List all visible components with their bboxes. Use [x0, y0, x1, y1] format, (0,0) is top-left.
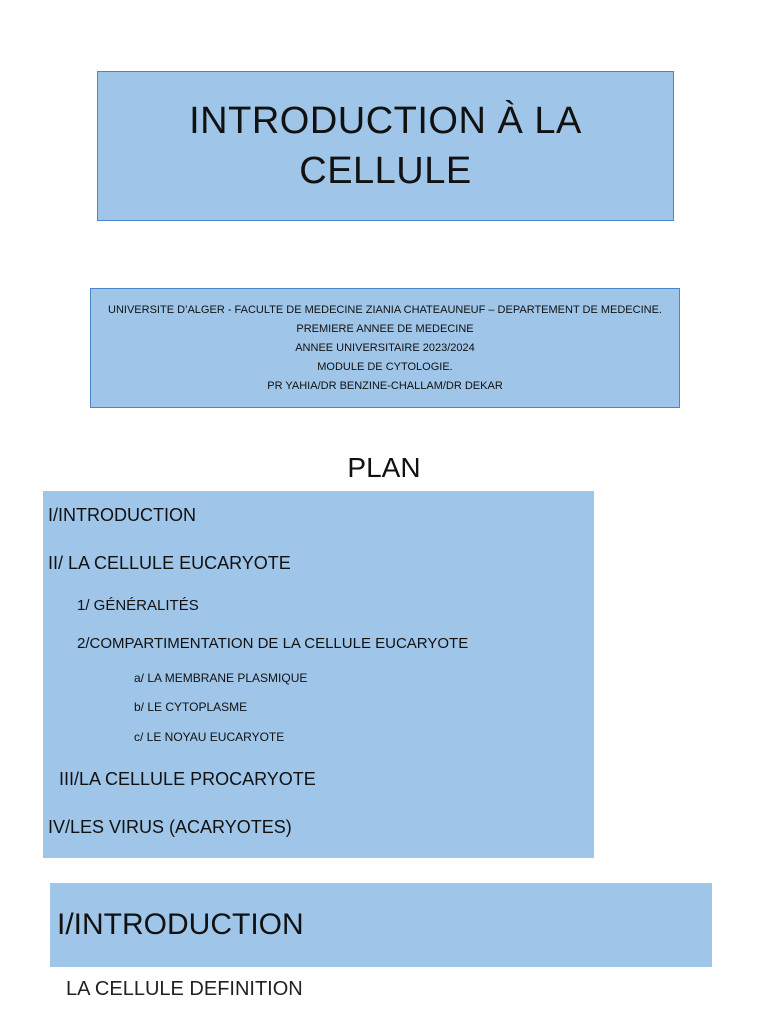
plan-item-plasma-membrane: a/ LA MEMBRANE PLASMIQUE: [134, 671, 308, 685]
document-title: [189, 96, 582, 196]
plan-item-generalities: 1/ GÉNÉRALITÉS: [77, 597, 199, 614]
info-authors: PR YAHIA/DR BENZINE-CHALLAM/DR DEKAR: [267, 379, 503, 392]
info-academic-year: ANNEE UNIVERSITAIRE 2023/2024: [295, 341, 475, 354]
section-subheading: LA CELLULE DEFINITION: [66, 978, 303, 1000]
plan-heading: PLAN: [347, 452, 421, 483]
info-year-of-study: PREMIERE ANNEE DE MEDECINE: [296, 322, 474, 335]
plan-item-nucleus: c/ LE NOYAU EUCARYOTE: [134, 730, 285, 744]
title-line-2: CELLULE: [299, 150, 472, 192]
title-box: [97, 71, 674, 221]
plan-item-prokaryote: III/LA CELLULE PROCARYOTE: [59, 769, 316, 789]
plan-item-introduction: I/INTRODUCTION: [48, 505, 196, 525]
plan-item-compartmentation: 2/COMPARTIMENTATION DE LA CELLULE EUCARYOTE: [77, 635, 469, 652]
plan-item-viruses: IV/LES VIRUS (ACARYOTES): [48, 817, 292, 837]
section-heading-box: [50, 883, 712, 967]
plan-item-eukaryote: II/ LA CELLULE EUCARYOTE: [48, 553, 291, 573]
plan-item-cytoplasm: b/ LE CYTOPLASME: [134, 700, 248, 714]
title-line-1: INTRODUCTION À LA: [189, 100, 582, 142]
institution-info-box: [90, 288, 680, 408]
info-module: MODULE DE CYTOLOGIE.: [317, 360, 453, 373]
section-heading: I/INTRODUCTION: [57, 908, 304, 941]
info-university: UNIVERSITE D’ALGER - FACULTE DE MEDECINE ZIANIA CHATEAUNEUF – DEPARTEMENT DE MEDECINE.: [108, 303, 662, 316]
plan-outline-box: [43, 491, 594, 858]
